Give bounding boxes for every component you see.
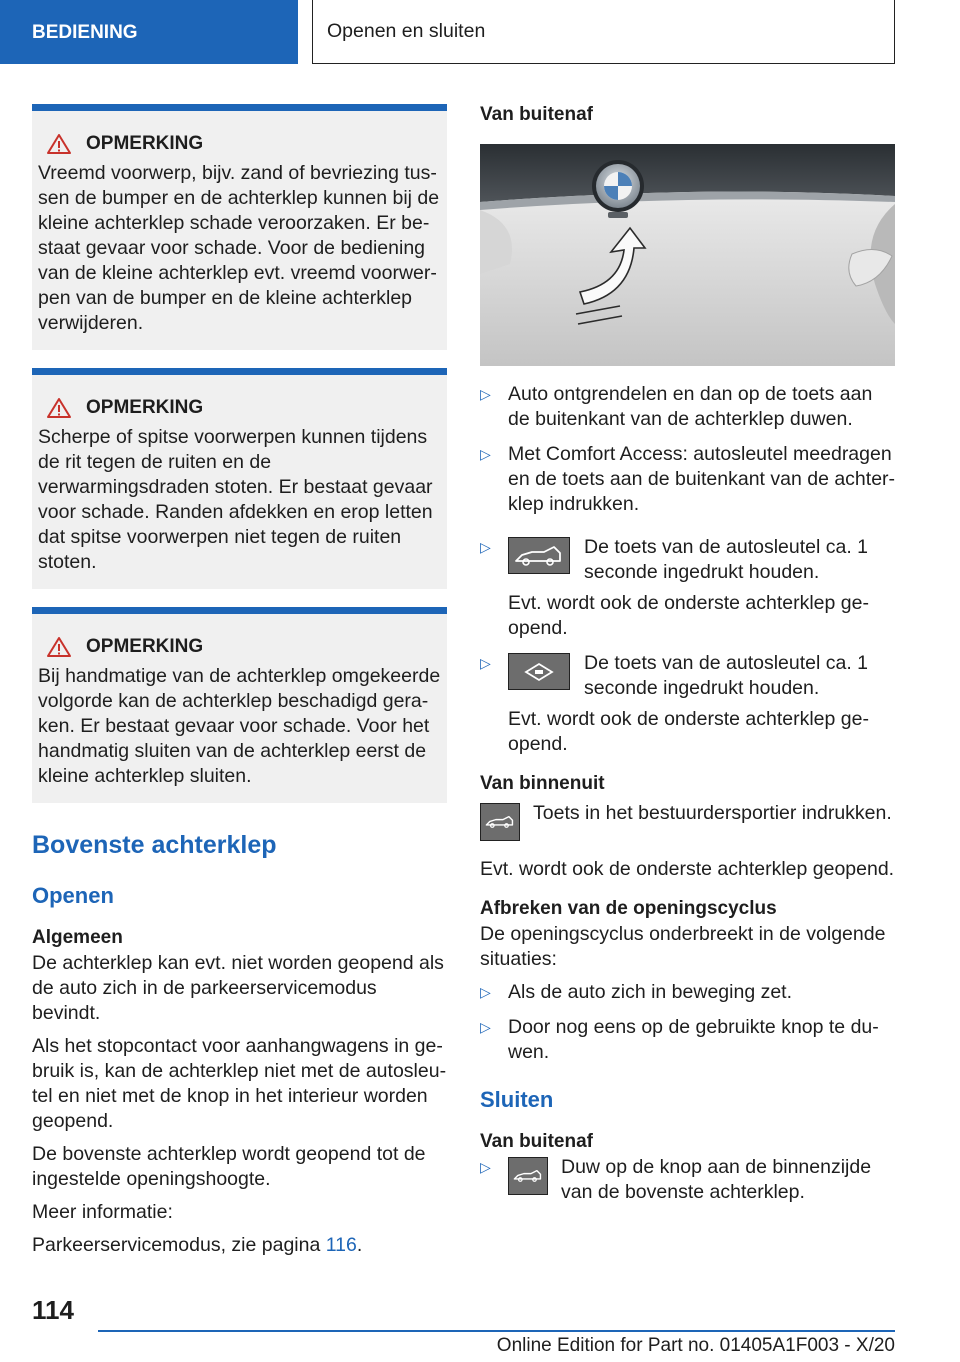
bullet-triangle-icon: ▷	[480, 1159, 491, 1175]
note-heading	[38, 395, 441, 420]
bmw-logo-icon	[592, 160, 644, 212]
warning-icon	[46, 397, 72, 419]
bullet-triangle-icon: ▷	[480, 1019, 491, 1035]
cross-reference-end: .	[356, 1234, 363, 1256]
list-item-text: De toets van de autosleutel ca. 1 seconde ingedrukt houden.	[584, 536, 869, 583]
note-text: Vreemd voorwerp, bijv. zand of bevriezing tussen de bumper en de achterklep kunnen bij de kleine achterklep schade veroorzaken. Er bestaat gevaar voor schade. Voor de bediening van de kleine achterklep evt. vreemd voorwerpen van de bumper en de kleine achterklep verwijderen.	[38, 162, 440, 334]
door-trunk-button	[480, 803, 520, 841]
general-heading: Algemeen	[32, 927, 123, 948]
inner-trunk-button	[508, 1157, 548, 1195]
car-trunk-key-button	[508, 537, 570, 574]
header-title-box	[312, 0, 895, 64]
page-number: 114	[32, 1295, 74, 1325]
list-item-text: De toets van de autosleutel ca. 1 seconde ingedrukt houden.	[584, 652, 869, 699]
bullet-triangle-icon: ▷	[480, 539, 491, 555]
note-heading-label: OPMERKING	[86, 636, 204, 657]
list-item-subtext: Evt. wordt ook de onderste achterklep geopend.	[508, 708, 869, 755]
list-item-text: Door nog eens op de gebruikte knop te duwen.	[508, 1016, 879, 1063]
footer-text: Online Edition for Part no. 01405A1F003 - X/20	[496, 1335, 895, 1356]
paragraph: De openingscyclus onderbreekt in de volgende situaties:	[480, 923, 886, 970]
section-title: Bovenste achterklep	[32, 831, 277, 859]
inside-heading: Van binnenuit	[480, 773, 605, 794]
paragraph: De achterklep kan evt. niet worden geopend als de auto zich in de parkeerservicemodus bevindt.	[32, 952, 444, 1024]
warning-icon	[46, 636, 72, 658]
note-text: Bij handmatige van de achterklep omgekeerde volgorde kan de achterklep beschadigd geraken. Er bestaat gevaar voor schade. Voor het handmatig sluiten van de achterklep eerst de kleine achterklep sluiten.	[38, 665, 441, 787]
list-item	[480, 980, 896, 1005]
paragraph: Evt. wordt ook de onderste achterklep geopend.	[480, 858, 895, 880]
car-trunk-icon	[484, 813, 516, 831]
car-trunk-icon	[512, 543, 566, 569]
list-item	[480, 442, 896, 517]
outside-heading: Van buitenaf	[480, 104, 593, 125]
header-section-label: BEDIENING	[32, 21, 138, 43]
inside-instruction-text: Toets in het bestuurdersportier indrukken.	[533, 802, 892, 824]
close-outside-heading: Van buitenaf	[480, 1131, 593, 1152]
paragraph: Meer informatie:	[32, 1201, 173, 1223]
diamond-key-button	[508, 653, 570, 690]
bullet-triangle-icon: ▷	[480, 984, 491, 1000]
cross-reference	[32, 1233, 447, 1258]
left-column	[32, 104, 447, 1266]
bullet-triangle-icon: ▷	[480, 655, 491, 671]
list-item-text: Auto ontgrendelen en dan op de toets aan de buitenkant van de achterklep duwen.	[508, 383, 873, 430]
note-box	[32, 607, 447, 803]
note-box	[32, 104, 447, 350]
right-column	[480, 100, 896, 1215]
note-heading	[38, 131, 441, 156]
car-trunk-icon	[512, 1167, 544, 1185]
paragraph: Als het stopcontact voor aanhangwagens in gebruik is, kan de achterklep niet met de autosleutel en niet met de knop in het interieur worden geopend.	[32, 1035, 447, 1132]
page-link[interactable]: 116	[325, 1234, 357, 1256]
warning-icon	[46, 133, 72, 155]
list-item	[480, 1015, 896, 1065]
list-item-subtext: Evt. wordt ook de onderste achterklep geopend.	[508, 592, 869, 639]
inside-instruction	[480, 801, 896, 841]
list-item-text: Als de auto zich in beweging zet.	[508, 981, 793, 1003]
cross-reference-text: Parkeerservicemodus, zie pagina	[32, 1234, 326, 1256]
note-heading	[38, 634, 441, 659]
tailgate-photo	[480, 144, 895, 366]
bullet-triangle-icon: ▷	[480, 446, 491, 462]
header-section-tab	[0, 0, 298, 64]
note-text: Scherpe of spitse voorwerpen kunnen tijdens de rit tegen de ruiten en de verwarmingsdraden stoten. Er bestaat gevaar voor schade. Randen afdekken en erop letten dat spitse voorwerpen niet tegen de ruiten stoten.	[38, 426, 433, 573]
list-item-text: Duw op de knop aan de binnenzijde van de bovenste achterklep.	[561, 1156, 872, 1203]
footer-rule	[98, 1330, 895, 1332]
paragraph: De bovenste achterklep wordt geopend tot de ingestelde openingshoogte.	[32, 1143, 426, 1190]
note-heading-label: OPMERKING	[86, 397, 204, 418]
abort-heading: Afbreken van de openingscyclus	[480, 898, 777, 919]
list-item	[480, 382, 896, 432]
diamond-key-icon	[524, 662, 554, 682]
bullet-triangle-icon: ▷	[480, 386, 491, 402]
list-item	[480, 535, 896, 641]
list-item	[480, 651, 896, 757]
list-item	[480, 1155, 896, 1205]
subsection-title: Openen	[32, 883, 114, 908]
header-title: Openen en sluiten	[327, 20, 486, 42]
close-title: Sluiten	[480, 1087, 554, 1112]
list-item-text: Met Comfort Access: autosleutel meedragen en de toets aan de buitenkant van de achterklep indrukken.	[508, 443, 896, 515]
note-box	[32, 368, 447, 589]
note-heading-label: OPMERKING	[86, 133, 204, 154]
